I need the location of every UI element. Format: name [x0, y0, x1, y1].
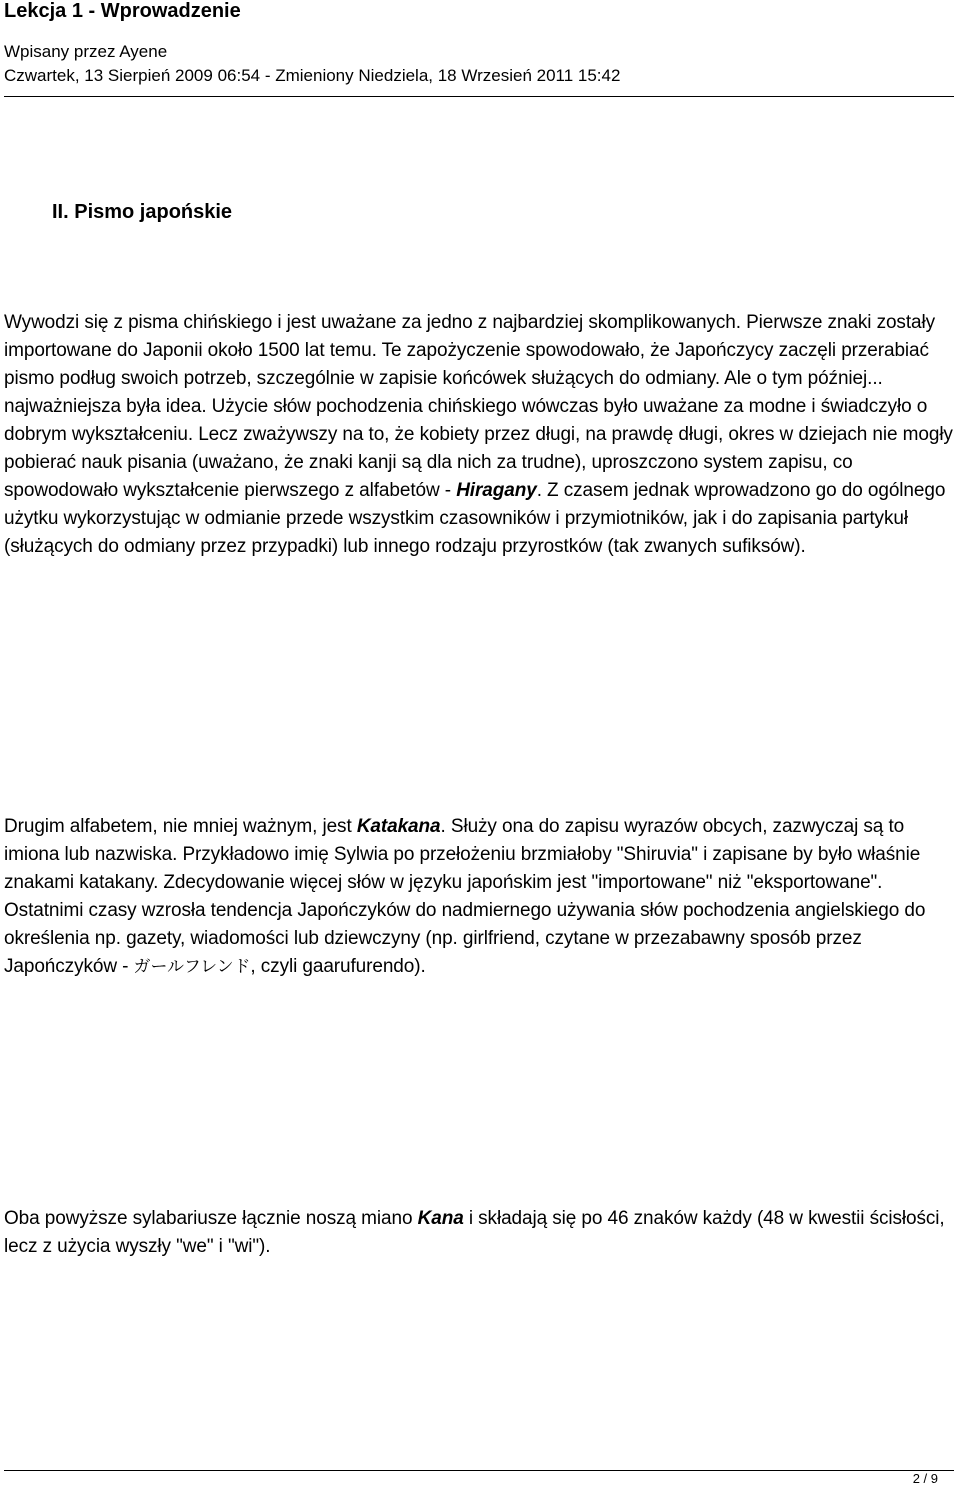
hiragana-term: Hiragany	[456, 480, 537, 501]
header-divider	[4, 96, 954, 97]
japanese-word: ガールフレンド	[133, 957, 251, 977]
footer-divider	[4, 1470, 954, 1471]
paragraph-text: , czyli gaarufurendo).	[250, 956, 426, 977]
section-heading: II. Pismo japońskie	[52, 201, 233, 223]
paragraph-text: Drugim alfabetem, nie mniej ważnym, jest	[4, 816, 357, 837]
paragraph-katakana	[4, 813, 958, 981]
katakana-term: Katakana	[356, 816, 441, 837]
kana-term: Kana	[417, 1208, 464, 1229]
date-line: Czwartek, 13 Sierpień 2009 06:54 - Zmieniony Niedziela, 18 Wrzesień 2011 15:42	[4, 66, 621, 85]
paragraph-text: i składają się po 46 znaków każdy (48 w kwestii ścisłości, lecz z użycia wyszły "we" i "wi").	[4, 1208, 945, 1257]
paragraph-hiragana	[4, 309, 958, 561]
paragraph-text: Oba powyższe sylabariusze łącznie noszą miano	[4, 1208, 418, 1229]
author-line: Wpisany przez Ayene	[4, 42, 168, 61]
page-title: Lekcja 1 - Wprowadzenie	[4, 0, 241, 22]
paragraph-kana	[4, 1205, 958, 1261]
paragraph-text: . Z czasem jednak wprowadzono go do ogólnego użytku wykorzystując w odmianie przede wszystkim czasowników i przymiotników, jak i do zapisania partykuł (służących do odmiany przez przypadki) lub innego rodzaju przyrostków (tak zwanych sufiksów).	[4, 480, 946, 557]
page-number: 2 / 9	[912, 1471, 938, 1486]
paragraph-text: Wywodzi się z pisma chińskiego i jest uważane za jedno z najbardziej skomplikowanych. Pierwsze znaki zostały importowane do Japonii około 1500 lat temu. Te zapożyczenie spowodowało, że Japończycy zaczęli przerabiać pismo podług swoich potrzeb, szczególnie w zapisie końcówek służących do odmiany. Ale o tym później... najważniejsza była idea. Użycie słów pochodzenia chińskiego wówczas było uważane za modne i świadczyło o dobrym wykształceniu. Lecz zważywszy na to, że kobiety przez długi, na prawdę długi, okres w dziejach nie mogły pobierać nauk pisania (uważano, że znaki kanji są dla nich za trudne), uproszczono system zapisu, co spowodowało wykształcenie pierwszego z alfabetów -	[4, 312, 953, 501]
paragraph-text: . Służy ona do zapisu wyrazów obcych, zazwyczaj są to imiona lub nazwiska. Przykładowo imię Sylwia po przełożeniu brzmiałoby "Shiruvia" i zapisane by było właśnie znakami katakany. Zdecydowanie więcej słów w języku japońskim jest "importowane" niż "eksportowane". Ostatnimi czasy wzrosła tendencja Japończyków do nadmiernego używania słów pochodzenia angielskiego do określenia np. gazety, wiadomości lub dziewczyny (np. girlfriend, czytane w przezabawny sposób przez Japończyków -	[4, 816, 926, 977]
